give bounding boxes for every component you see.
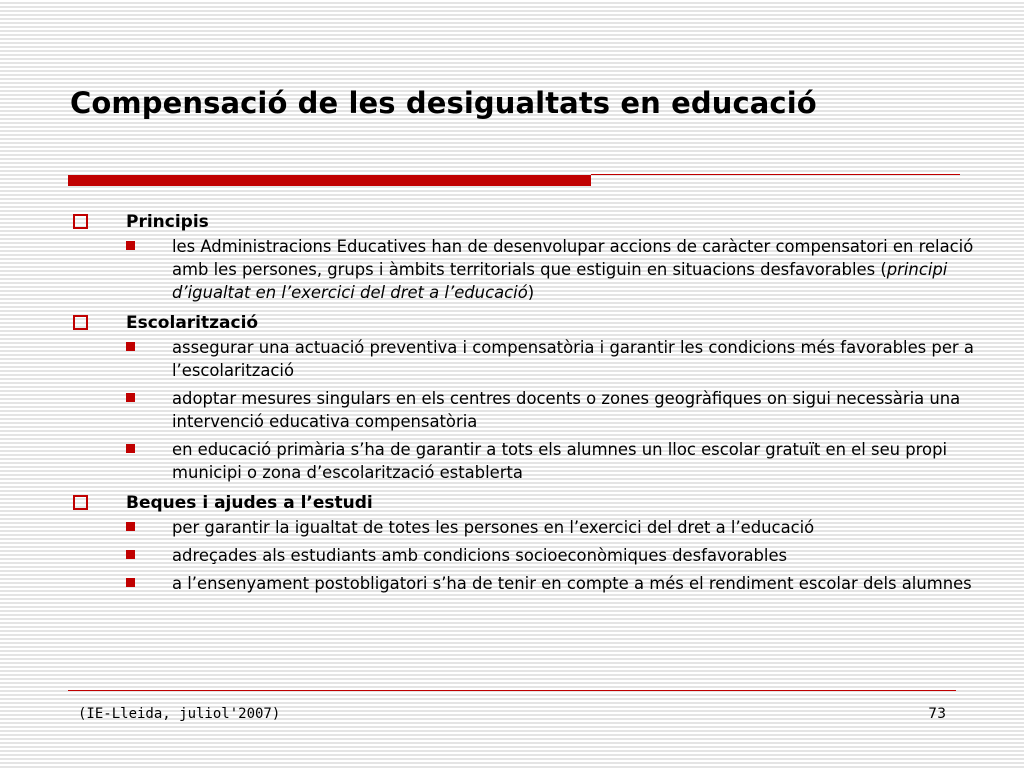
bullet-list [72, 235, 992, 304]
filled-square-bullet-icon [126, 578, 135, 587]
filled-square-bullet-icon [126, 393, 135, 402]
list-item [72, 387, 992, 433]
item-text: en educació primària s’ha de garantir a tots els alumnes un lloc escolar gratuït en el seu propi municipi o zona d’escolarització establerta [172, 440, 948, 482]
item-text-main: les Administracions Educatives han de desenvolupar accions de caràcter compensatori en relació amb les persones, grups i àmbits territorials que estiguin en situacions desfavorables ( [172, 237, 974, 279]
list-item [72, 336, 992, 382]
item-text: adreçades als estudiants amb condicions socioeconòmiques desfavorables [172, 546, 788, 565]
item-text [172, 235, 982, 304]
section-escolaritzacio [72, 309, 992, 484]
filled-square-bullet-icon [126, 342, 135, 351]
item-text-end: ) [527, 283, 535, 302]
section-title: Escolarització [126, 312, 259, 333]
hollow-square-bullet-icon [73, 315, 88, 330]
list-item [72, 438, 992, 484]
section-heading-row [72, 309, 992, 336]
slide-title: Compensació de les desigualtats en educació [70, 86, 817, 120]
footer-rule [68, 690, 956, 691]
bullet-list [72, 336, 992, 484]
slide-content [72, 208, 992, 600]
hollow-square-bullet-icon [73, 495, 88, 510]
hollow-square-bullet-icon [73, 214, 88, 229]
bullet-list [72, 516, 992, 595]
list-item [72, 516, 992, 539]
list-item [72, 235, 992, 304]
list-item [72, 572, 992, 595]
list-item [72, 544, 992, 567]
section-title: Beques i ajudes a l’estudi [126, 492, 373, 513]
section-heading-row [72, 208, 992, 235]
filled-square-bullet-icon [126, 444, 135, 453]
filled-square-bullet-icon [126, 550, 135, 559]
footer-source: (IE-Lleida, juliol'2007) [78, 706, 281, 722]
item-text: assegurar una actuació preventiva i compensatòria i garantir les condicions més favorables per a l’escolarització [172, 338, 974, 380]
item-text: a l’ensenyament postobligatori s’ha de tenir en compte a més el rendiment escolar dels alumnes [172, 574, 972, 593]
filled-square-bullet-icon [126, 241, 135, 250]
item-text-emphasis: principi d’igualtat en l’exercici del dret a l’educació [172, 260, 948, 302]
section-principis [72, 208, 992, 304]
filled-square-bullet-icon [126, 522, 135, 531]
item-text: adoptar mesures singulars en els centres docents o zones geogràfiques on sigui necessària una intervenció educativa compensatòria [172, 389, 961, 431]
title-rule-thin [591, 174, 960, 175]
title-rule-thick [68, 175, 591, 186]
section-beques [72, 489, 992, 595]
section-heading-row [72, 489, 992, 516]
section-title: Principis [126, 211, 209, 232]
slide-number: 73 [928, 706, 946, 722]
item-text: per garantir la igualtat de totes les persones en l’exercici del dret a l’educació [172, 518, 815, 537]
